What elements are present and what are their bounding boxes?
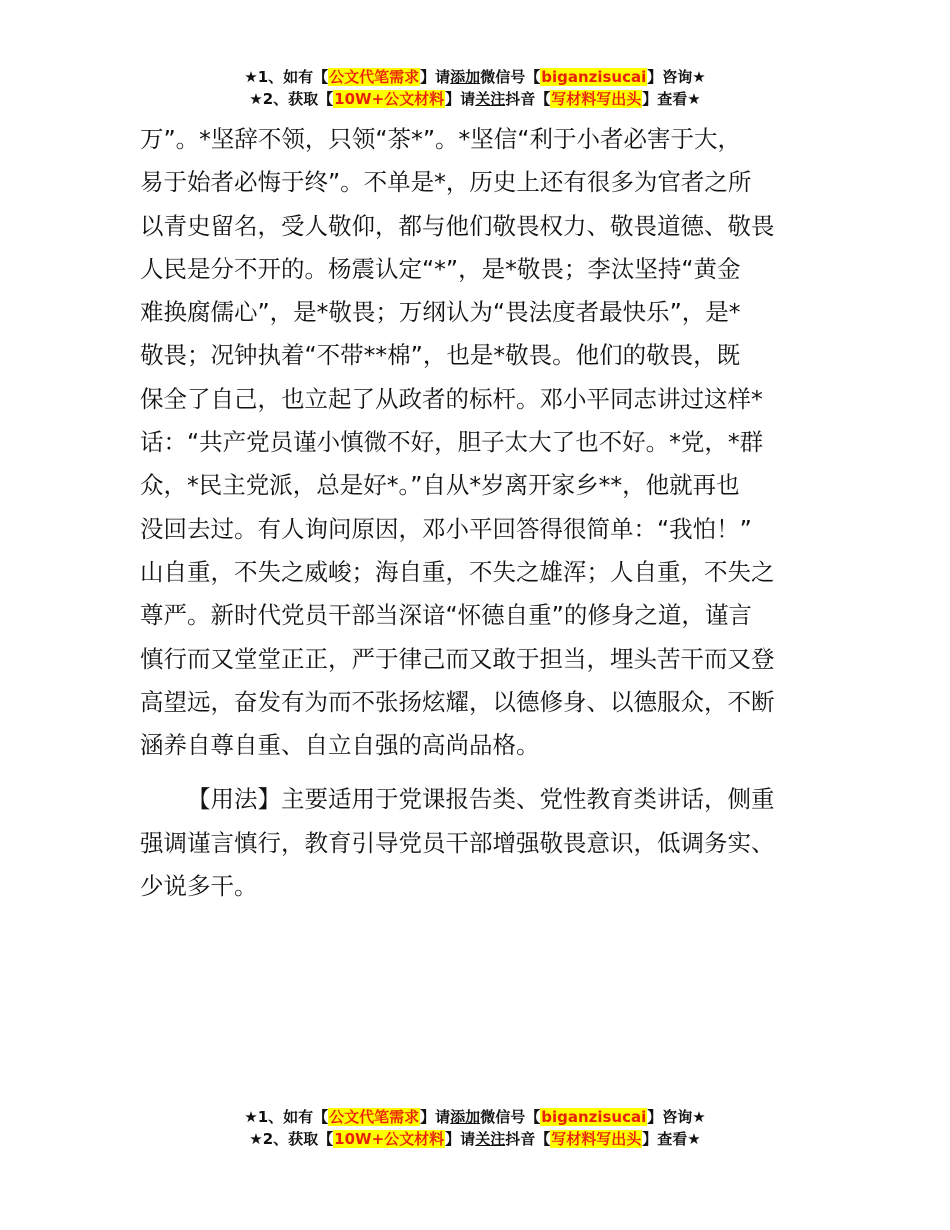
banner-text: 微信号【: [480, 1108, 541, 1126]
banner-text: 微信号【: [480, 68, 541, 86]
highlight-materials: 10W+公文材料: [334, 90, 445, 108]
highlight-douyin-name: 写材料写出头: [551, 1130, 642, 1148]
banner-text: 1、如有【: [257, 68, 329, 86]
banner-text: 】请: [420, 1108, 451, 1126]
banner-text: 2、获取【: [262, 1130, 334, 1148]
star-icon: ★: [249, 1130, 263, 1148]
text-line: 易于始者必悔于终”。不单是*，历史上还有很多为官者之所: [140, 168, 752, 197]
banner-text: 】咨询: [647, 68, 693, 86]
underlined-text: 添加: [450, 1108, 481, 1126]
star-icon: ★: [687, 1130, 701, 1148]
banner-text: 】请: [420, 68, 451, 86]
text-line: 【用法】主要适用于党课报告类、党性教育类讲话，侧重: [187, 785, 775, 814]
text-line: 涵养自尊自重、自立自强的高尚品格。: [140, 731, 540, 760]
highlight-materials: 10W+公文材料: [334, 1130, 445, 1148]
underlined-text: 关注: [475, 90, 506, 108]
text-line: 难换腐儒心”，是*敬畏；万纲认为“畏法度者最快乐”，是*: [140, 298, 741, 327]
banner-text: 】查看: [642, 90, 688, 108]
paragraph-usage: [140, 778, 840, 908]
text-line: 敬畏；况钟执着“不带**棉”，也是*敬畏。他们的敬畏，既: [140, 341, 741, 370]
footer-banner: [0, 1106, 950, 1150]
star-icon: ★: [692, 1108, 706, 1126]
text-line: 话：“共产党员谨小慎微不好，胆子太大了也不好。*党，*群: [140, 428, 764, 457]
banner-text: 】咨询: [647, 1108, 693, 1126]
banner-line-1: [0, 66, 950, 88]
text-line: 以青史留名，受人敬仰，都与他们敬畏权力、敬畏道德、敬畏: [140, 211, 775, 240]
document-body: [140, 118, 840, 908]
text-line: 山自重，不失之威峻；海自重，不失之雄浑；人自重，不失之: [140, 557, 775, 586]
star-icon: ★: [244, 1108, 258, 1126]
header-banner: [0, 66, 950, 110]
text-line: 人民是分不开的。杨震认定“*”，是*敬畏；李汰坚持“黄金: [140, 254, 741, 283]
banner-text: 抖音【: [505, 1130, 551, 1148]
banner-line-2: [0, 88, 950, 110]
highlight-wechat-id: biganzisucai: [541, 1108, 647, 1126]
highlight-douyin-name: 写材料写出头: [551, 90, 642, 108]
highlight-wechat-id: biganzisucai: [541, 68, 647, 86]
text-line: 保全了自己，也立起了从政者的标杆。邓小平同志讲过这样*: [140, 384, 763, 413]
text-line: 万”。*坚辞不领，只领“茶*”。*坚信“利于小者必害于大，: [140, 125, 741, 153]
banner-line-2: [0, 1128, 950, 1150]
text-line: 少说多干。: [140, 872, 258, 901]
text-line: 众，*民主党派，总是好*。”自从*岁离开家乡**，他就再也: [140, 471, 740, 500]
underlined-text: 关注: [475, 1130, 506, 1148]
banner-text: 1、如有【: [257, 1108, 329, 1126]
banner-text: 2、获取【: [262, 90, 334, 108]
banner-text: 】请: [445, 1130, 476, 1148]
banner-text: 】请: [445, 90, 476, 108]
paragraph-main: [140, 118, 840, 767]
star-icon: ★: [692, 68, 706, 86]
banner-text: 抖音【: [505, 90, 551, 108]
text-line: 慎行而又堂堂正正，严于律己而又敢于担当，埋头苦干而又登: [140, 644, 775, 673]
star-icon: ★: [687, 90, 701, 108]
banner-line-1: [0, 1106, 950, 1128]
text-line: 高望远，奋发有为而不张扬炫耀，以德修身、以德服众，不断: [140, 687, 775, 716]
highlight-service: 公文代笔需求: [329, 1108, 420, 1126]
underlined-text: 添加: [450, 68, 481, 86]
text-line: 尊严。新时代党员干部当深谙“怀德自重”的修身之道，谨言: [140, 601, 752, 630]
text-line: 强调谨言慎行，教育引导党员干部增强敬畏意识，低调务实、: [140, 828, 775, 857]
banner-text: 】查看: [642, 1130, 688, 1148]
star-icon: ★: [249, 90, 263, 108]
star-icon: ★: [244, 68, 258, 86]
highlight-service: 公文代笔需求: [329, 68, 420, 86]
text-line: 没回去过。有人询问原因，邓小平回答得很简单：“我怕！”: [140, 514, 752, 543]
